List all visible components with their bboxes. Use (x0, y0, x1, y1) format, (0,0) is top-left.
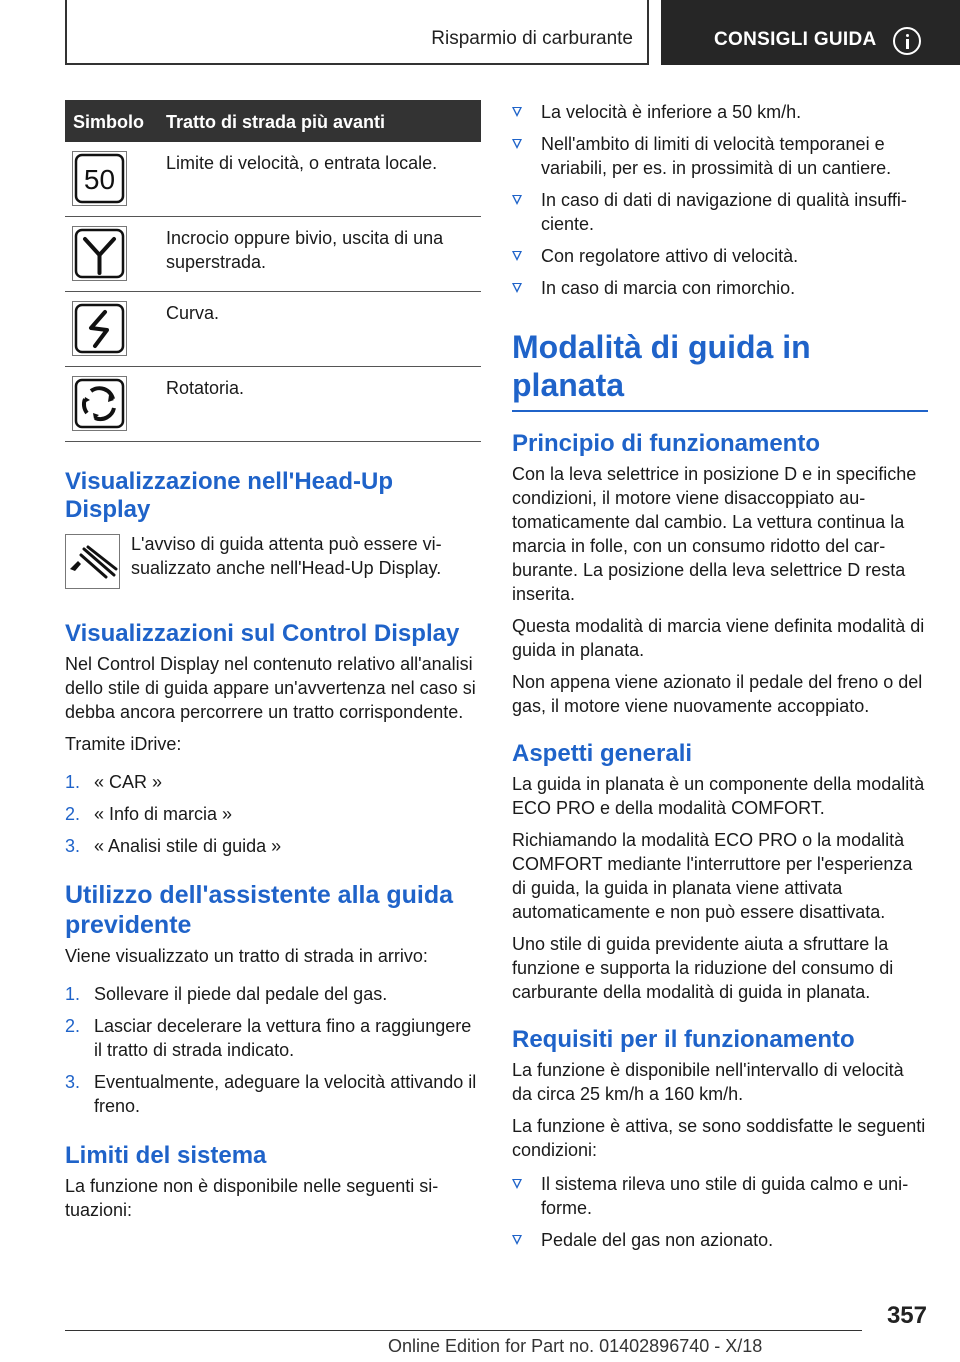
list-item: 3. « Analisi stile di guida » (65, 836, 282, 856)
principle-p3: Non appena viene azionato il pedale del freno o del gas, il motore viene nuovamente accoppiato. (512, 672, 923, 716)
chapter-tab (661, 0, 960, 65)
svg-text:50: 50 (83, 164, 116, 195)
idrive-label: Tramite iDrive: (65, 734, 182, 754)
symbol-table (65, 100, 481, 442)
bullet-triangle-icon (512, 139, 522, 149)
bullet-triangle-icon (512, 251, 522, 261)
control-display-text: Nel Control Display nel contenuto relativo all'analisi dello stile di guida appare un'avvertenza nel caso si debba ancora percorrere un tratto corrispondente. (65, 654, 476, 722)
list-item: La velocità è inferiore a 50 km/h. (512, 100, 928, 124)
list-item: 1. « CAR » (65, 772, 163, 792)
general-p2: Richiamando la modalità ECO PRO o la modalità COMFORT mediante l'interruttore per l'esperienza di guida, la guida in planata viene attivata automaticamente e non può essere disattivata. (512, 830, 913, 922)
principle-p1: Con la leva selettrice in posizione D e in specifiche condizioni, il motore viene disaccoppiato automaticamente dal cambio. La vettura continua la marcia in folle, con un consumo ridotto del carburante. La posizione della leva selettrice D resta inserita. (512, 464, 917, 604)
list-item: Nell'ambito di limiti di velocità temporanei e variabili, per es. in prossimità di un cantiere. (512, 132, 928, 180)
roundabout-icon (72, 376, 127, 431)
info-icon (893, 27, 921, 55)
speed-limit-50-icon (72, 151, 127, 206)
list-item: Con regolatore attivo di velocità. (512, 244, 928, 268)
edition-note: Online Edition for Part no. 01402896740 - X/18 (388, 1336, 763, 1356)
footer-divider (65, 1330, 862, 1331)
left-column (65, 100, 481, 1222)
principle-heading: Principio di funzionamento (512, 430, 820, 457)
list-item: 3. Eventualmente, adeguare la velocità attivando il freno. (65, 1072, 477, 1116)
table-row (65, 142, 481, 217)
chapter-title: CONSIGLI GUIDA (714, 29, 877, 50)
usage-text: Viene visualizzato un tratto di strada in arrivo: (65, 946, 428, 966)
general-p3: Uno stile di guida previdente aiuta a sfruttare la funzione e supporta la riduzione del consumo di carburante della modalità di guida in planata. (512, 934, 894, 1002)
bullet-triangle-icon (512, 1235, 522, 1245)
hud-block (65, 532, 481, 594)
limits-heading: Limiti del sistema (65, 1142, 267, 1169)
section-title: Risparmio di carburante (431, 28, 633, 49)
list-item: In caso di dati di navigazione di qualità insufficiente. (512, 188, 928, 236)
section-tab (65, 0, 649, 65)
limits-bullets (512, 100, 928, 300)
table-cell-description: Curva. (166, 303, 220, 323)
table-cell-description: Rotatoria. (166, 378, 245, 398)
bullet-triangle-icon (512, 1179, 522, 1189)
curve-icon (72, 301, 127, 356)
table-row (65, 292, 481, 367)
hud-text: L'avviso di guida attenta può essere visualizzato anche nell'Head-Up Display. (131, 534, 442, 578)
list-item: Pedale del gas non azionato. (512, 1228, 928, 1252)
bullet-triangle-icon (512, 107, 522, 117)
hud-heading: Visualizzazione nell'Head-Up Display (65, 468, 394, 523)
bullet-triangle-icon (512, 195, 522, 205)
general-p1: La guida in planata è un componente della modalità ECO PRO e della modalità COMFORT. (512, 774, 925, 818)
principle-p2: Questa modalità di marcia viene definita modalità di guida in planata. (512, 616, 925, 660)
list-item: In caso di marcia con rimorchio. (512, 276, 928, 300)
table-row (65, 217, 481, 292)
control-display-heading: Visualizzazioni sul Control Display (65, 620, 460, 647)
coasting-title: Modalità di guida in planata (512, 329, 811, 403)
requirements-heading: Requisiti per il funzionamento (512, 1026, 855, 1053)
page-number: 357 (886, 1302, 927, 1329)
list-item: 2. « Info di marcia » (65, 804, 233, 824)
requirements-p2: La funzione è attiva, se sono soddisfatte le seguenti condizioni: (512, 1116, 926, 1160)
list-item: Il sistema rileva uno stile di guida calmo e uniforme. (512, 1172, 928, 1220)
limits-text: La funzione non è disponibile nelle seguenti situazioni: (65, 1176, 439, 1220)
list-item: 2. Lasciar decelerare la vettura fino a raggiungere il tratto di strada indicato. (65, 1016, 472, 1060)
usage-steps (65, 982, 481, 1118)
junction-icon (72, 226, 127, 281)
general-heading: Aspetti generali (512, 740, 693, 767)
requirements-p1: La funzione è disponibile nell'intervallo di velocità da circa 25 km/h a 160 km/h. (512, 1060, 904, 1104)
idrive-steps (65, 770, 481, 858)
coasting-title-block (512, 328, 928, 412)
table-cell-description: Limite di velocità, o entrata locale. (166, 153, 438, 173)
bullet-triangle-icon (512, 283, 522, 293)
right-column (512, 100, 928, 1252)
table-header (65, 100, 481, 142)
page-header (0, 0, 960, 68)
foot-off-pedal-icon (65, 534, 120, 589)
requirements-bullets (512, 1172, 928, 1252)
table-header-symbol: Simbolo (73, 112, 144, 132)
table-cell-description: Incrocio oppure bivio, uscita di una superstrada. (166, 228, 444, 272)
usage-heading: Utilizzo dell'assistente alla guida previdente (65, 881, 453, 939)
table-header-description: Tratto di strada più avanti (166, 112, 386, 132)
table-row (65, 367, 481, 442)
list-item: 1. Sollevare il piede dal pedale del gas. (65, 984, 388, 1004)
